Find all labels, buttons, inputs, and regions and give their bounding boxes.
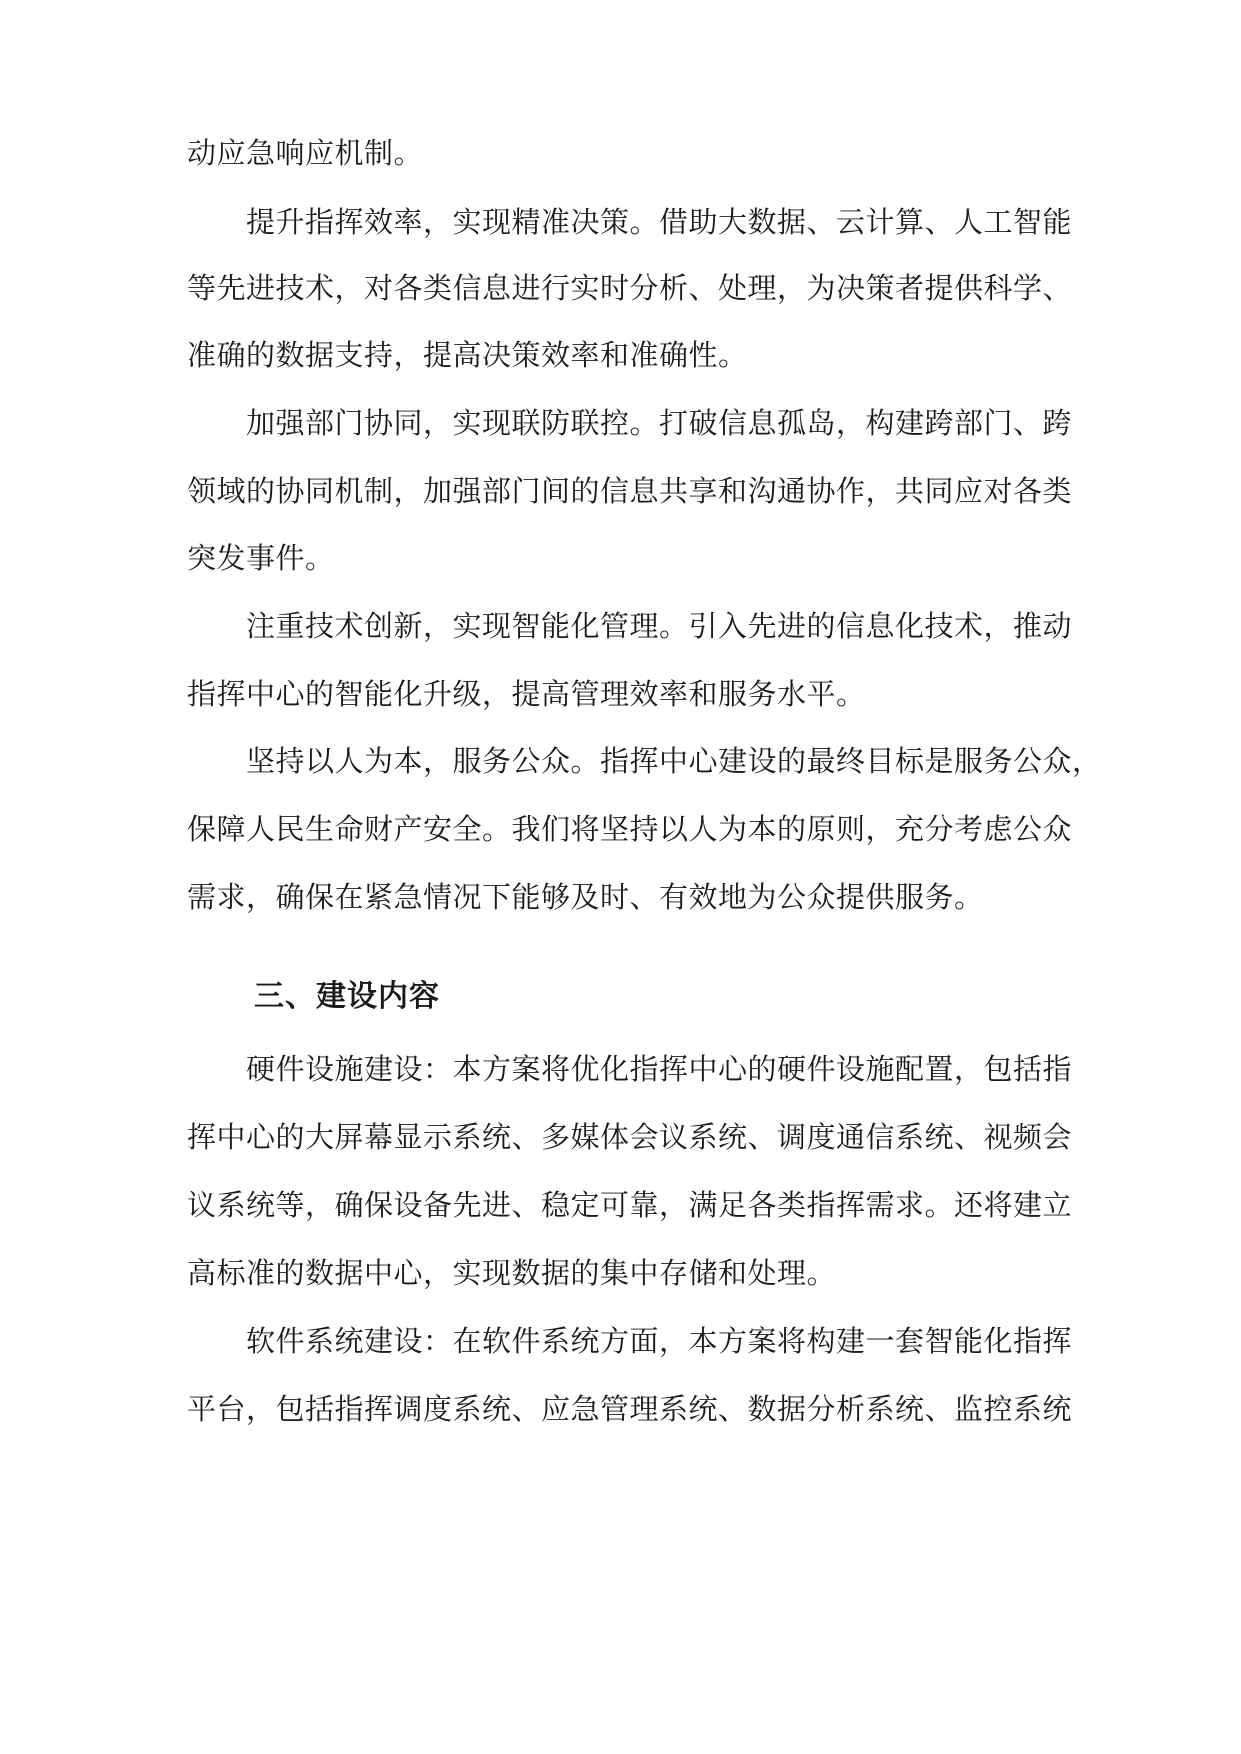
paragraph-first-line: 提升指挥效率，实现精准决策。借助大数据、云计算、人工智能 xyxy=(246,205,1073,239)
text-line: 等先进技术，对各类信息进行实时分析、处理，为决策者提供科学、 xyxy=(187,271,1073,305)
text-line: 保障人民生命财产安全。我们将坚持以人为本的原则，充分考虑公众 xyxy=(187,812,1073,846)
text-line: 指挥中心的智能化升级，提高管理效率和服务水平。 xyxy=(187,677,866,711)
text-line: 准确的数据支持，提高决策效率和准确性。 xyxy=(187,338,748,372)
text-line: 突发事件。 xyxy=(187,541,335,575)
paragraph-first-line: 加强部门协同，实现联防联控。打破信息孤岛，构建跨部门、跨 xyxy=(246,406,1073,440)
section-heading: 三、建设内容 xyxy=(254,979,440,1014)
text-line: 高标准的数据中心，实现数据的集中存储和处理。 xyxy=(187,1256,837,1290)
paragraph-first-line: 注重技术创新，实现智能化管理。引入先进的信息化技术，推动 xyxy=(246,609,1073,643)
paragraph-first-line: 硬件设施建设：本方案将优化指挥中心的硬件设施配置，包括指 xyxy=(246,1052,1073,1086)
text-line: 平台，包括指挥调度系统、应急管理系统、数据分析系统、监控系统 xyxy=(187,1392,1073,1426)
text-line: 挥中心的大屏幕显示系统、多媒体会议系统、调度通信系统、视频会 xyxy=(187,1120,1073,1154)
text-line: 需求，确保在紧急情况下能够及时、有效地为公众提供服务。 xyxy=(187,880,984,914)
paragraph-first-line: 坚持以人为本，服务公众。指挥中心建设的最终目标是服务公众， xyxy=(246,744,1102,778)
text-line: 议系统等，确保设备先进、稳定可靠，满足各类指挥需求。还将建立 xyxy=(187,1188,1073,1222)
text-line: 动应急响应机制。 xyxy=(187,136,424,170)
text-line: 领域的协同机制，加强部门间的信息共享和沟通协作，共同应对各类 xyxy=(187,474,1073,508)
paragraph-first-line: 软件系统建设：在软件系统方面，本方案将构建一套智能化指挥 xyxy=(246,1324,1073,1358)
